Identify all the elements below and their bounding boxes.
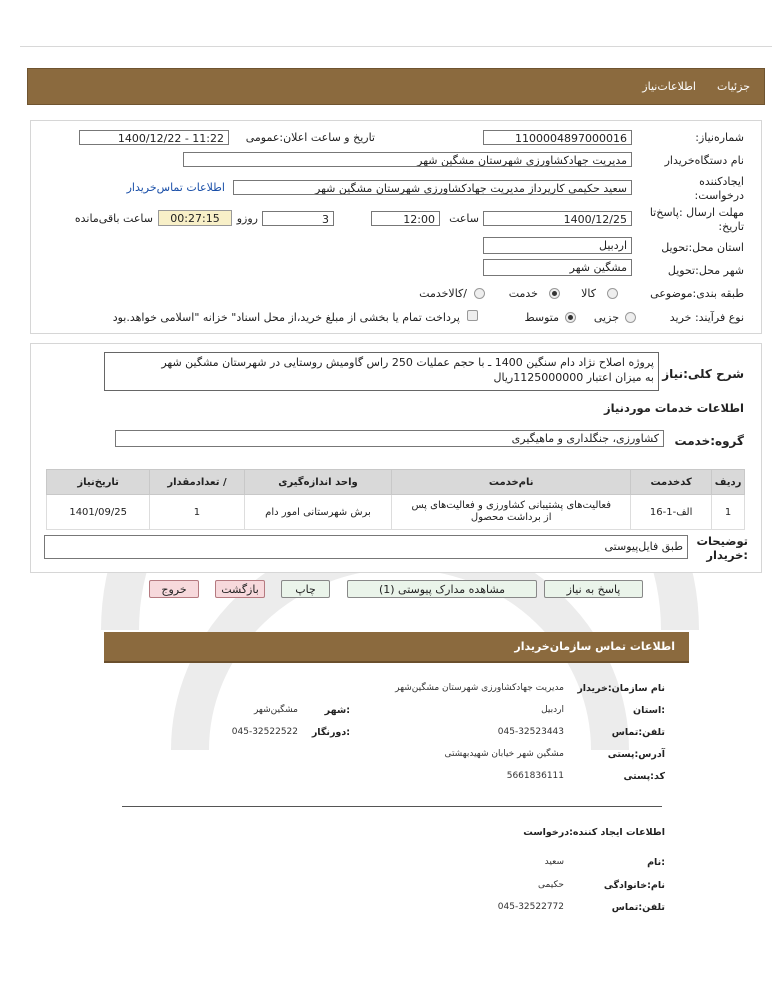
services-table-header bbox=[47, 470, 745, 495]
cell-code: الف-1-16 bbox=[631, 495, 712, 530]
category-option-goods: کالا bbox=[581, 287, 596, 300]
buyer-notes-field: طبق فایل‌پیوستی bbox=[44, 535, 688, 559]
view-attachments-button[interactable]: مشاهده مدارک پیوستی (1) bbox=[347, 580, 537, 598]
cell-row: 1 bbox=[712, 495, 745, 530]
description-line-2: به میزان اعتبار 1125000000ریال bbox=[493, 371, 654, 384]
process-radio-minor[interactable] bbox=[625, 312, 636, 323]
process-label: نوع فرآیند: خرید bbox=[669, 311, 744, 324]
cell-date: 1401/09/25 bbox=[47, 495, 150, 530]
province-field: اردبیل bbox=[483, 237, 632, 254]
contact-city-label: :شهر bbox=[324, 705, 350, 716]
contact-org: مدیریت جهادکشاورزی شهرستان مشگین‌شهر bbox=[395, 683, 564, 693]
deadline-label: مهلت ارسال :پاسخ‌تا تاریخ: bbox=[649, 206, 744, 233]
creator-name-label: :نام bbox=[647, 857, 665, 868]
creator-header: اطلاعات ایجاد کننده:درخواست bbox=[523, 827, 665, 838]
buyer-org-field: مدیریت جهادکشاورزی شهرستان مشگین شهر bbox=[183, 152, 632, 167]
process-option-medium: متوسط bbox=[524, 311, 559, 324]
buyer-notes-label: توضیحات :خریدار bbox=[696, 534, 748, 562]
need-number-label: شماره‌نیاز: bbox=[695, 131, 744, 144]
page-header-bar bbox=[27, 68, 765, 105]
creator-label: ایجادکننده درخواست: bbox=[694, 175, 744, 202]
col-date: تاریخ‌نیاز bbox=[47, 470, 150, 495]
contact-fax: 045-32522522 bbox=[231, 727, 298, 737]
days-field: 3 bbox=[262, 211, 334, 226]
announce-field: 1400/12/22 - 11:22 bbox=[79, 130, 229, 145]
province-label: استان محل:تحویل bbox=[661, 241, 744, 254]
buyer-contact-link[interactable]: اطلاعات تماس‌خریدار bbox=[126, 181, 225, 194]
col-name: نام‌خدمت bbox=[392, 470, 631, 495]
contact-postal: 5661836111 bbox=[506, 771, 564, 781]
service-group-label: گروه:خدمت bbox=[674, 434, 744, 448]
process-radio-medium[interactable] bbox=[565, 312, 576, 323]
contact-header-bar bbox=[104, 632, 689, 663]
cell-unit: برش شهرستانی امور دام bbox=[244, 495, 392, 530]
contact-province-label: :استان bbox=[633, 705, 665, 716]
category-radio-goods[interactable] bbox=[607, 288, 618, 299]
contact-org-label: نام سازمان:خریدار bbox=[577, 683, 665, 694]
buyer-org-label: نام دستگاه‌خریدار bbox=[664, 154, 744, 167]
contact-address-label: آدرس:پستی bbox=[607, 749, 665, 760]
services-title: اطلاعات خدمات موردنیاز bbox=[604, 401, 744, 415]
col-code: کدخدمت bbox=[631, 470, 712, 495]
contact-city: مشگین‌شهر bbox=[253, 705, 298, 715]
city-label: شهر محل:تحویل bbox=[667, 264, 744, 277]
table-row bbox=[47, 495, 745, 530]
category-label: طبقه بندی:موضوعی bbox=[650, 287, 744, 300]
creator-name: سعید bbox=[544, 857, 564, 867]
time-label: ساعت bbox=[449, 212, 479, 225]
deadline-date-field: 1400/12/25 bbox=[483, 211, 632, 226]
contact-header: اطلاعات تماس سازمان‌خریدار bbox=[514, 640, 675, 653]
description-label: شرح کلی:نیاز bbox=[662, 367, 744, 381]
col-qty: / تعدادمقدار bbox=[150, 470, 244, 495]
deadline-time-field: 12:00 bbox=[371, 211, 440, 226]
cell-name-line-2: از برداشت محصول bbox=[470, 512, 552, 523]
description-line-1: پروژه اصلاح نژاد دام سنگین 1400 ـ با حجم عملیات 250 راس گاومیش روستایی در شهرستان مشگین شهر bbox=[161, 356, 654, 369]
need-number-field: 1100004897000016 bbox=[483, 130, 632, 145]
contact-phone: 045-32523443 bbox=[497, 727, 564, 737]
print-button[interactable]: چاپ bbox=[281, 580, 330, 598]
services-table bbox=[46, 469, 745, 530]
contact-fax-label: :دورنگار bbox=[311, 727, 350, 738]
creator-family: حکیمی bbox=[538, 880, 564, 890]
breadcrumb-need-info[interactable]: اطلاعات‌نیاز bbox=[642, 80, 696, 93]
creator-phone: 045-32522772 bbox=[497, 902, 564, 912]
remaining-timer: 00:27:15 bbox=[158, 210, 232, 226]
days-label: روزو bbox=[236, 212, 258, 225]
city-field: مشگین شهر bbox=[483, 259, 632, 276]
category-radio-service[interactable] bbox=[549, 288, 560, 299]
payment-note: پرداخت تمام یا بخشی از مبلغ خرید،از محل اسناد" خزانه "اسلامی خواهد.بود bbox=[112, 311, 460, 324]
remaining-label: ساعت باقی‌مانده bbox=[74, 212, 153, 225]
creator-field: سعید حکیمی کارپرداز مدیریت جهادکشاورزی شهرستان مشگین شهر bbox=[233, 180, 632, 195]
contact-phone-label: تلفن:تماس bbox=[611, 727, 665, 738]
reply-button[interactable]: پاسخ به نیاز bbox=[544, 580, 643, 598]
top-divider bbox=[20, 46, 772, 47]
cell-name-line-1: فعالیت‌های پشتیبانی کشاورزی و فعالیت‌های پس bbox=[411, 500, 612, 511]
category-radio-goods-service[interactable] bbox=[474, 288, 485, 299]
creator-phone-label: تلفن:تماس bbox=[611, 902, 665, 913]
col-unit: واحد اندازه‌گیری bbox=[244, 470, 392, 495]
service-group-field: کشاورزی، جنگلداری و ماهیگیری bbox=[115, 430, 664, 447]
contact-address: مشگین شهر خیابان شهیدبهشتی bbox=[444, 749, 564, 759]
category-option-goods-service: /کالاخدمت bbox=[419, 287, 467, 300]
cell-qty: 1 bbox=[150, 495, 244, 530]
exit-button[interactable]: خروج bbox=[149, 580, 199, 598]
category-option-service: خدمت bbox=[508, 287, 538, 300]
process-option-minor: جزیی bbox=[593, 311, 619, 324]
announce-label: تاریخ و ساعت اعلان:عمومی bbox=[245, 131, 375, 144]
cell-name bbox=[392, 495, 631, 530]
contact-province: اردبیل bbox=[541, 705, 564, 715]
breadcrumb-details[interactable]: جزئیات bbox=[717, 80, 750, 93]
contact-divider bbox=[122, 806, 662, 807]
creator-family-label: نام:خانوادگی bbox=[603, 880, 665, 891]
payment-checkbox[interactable] bbox=[467, 310, 478, 321]
description-box bbox=[104, 352, 659, 391]
col-row: ردیف bbox=[712, 470, 745, 495]
contact-postal-label: کد:پستی bbox=[623, 771, 665, 782]
back-button[interactable]: بازگشت bbox=[215, 580, 265, 598]
